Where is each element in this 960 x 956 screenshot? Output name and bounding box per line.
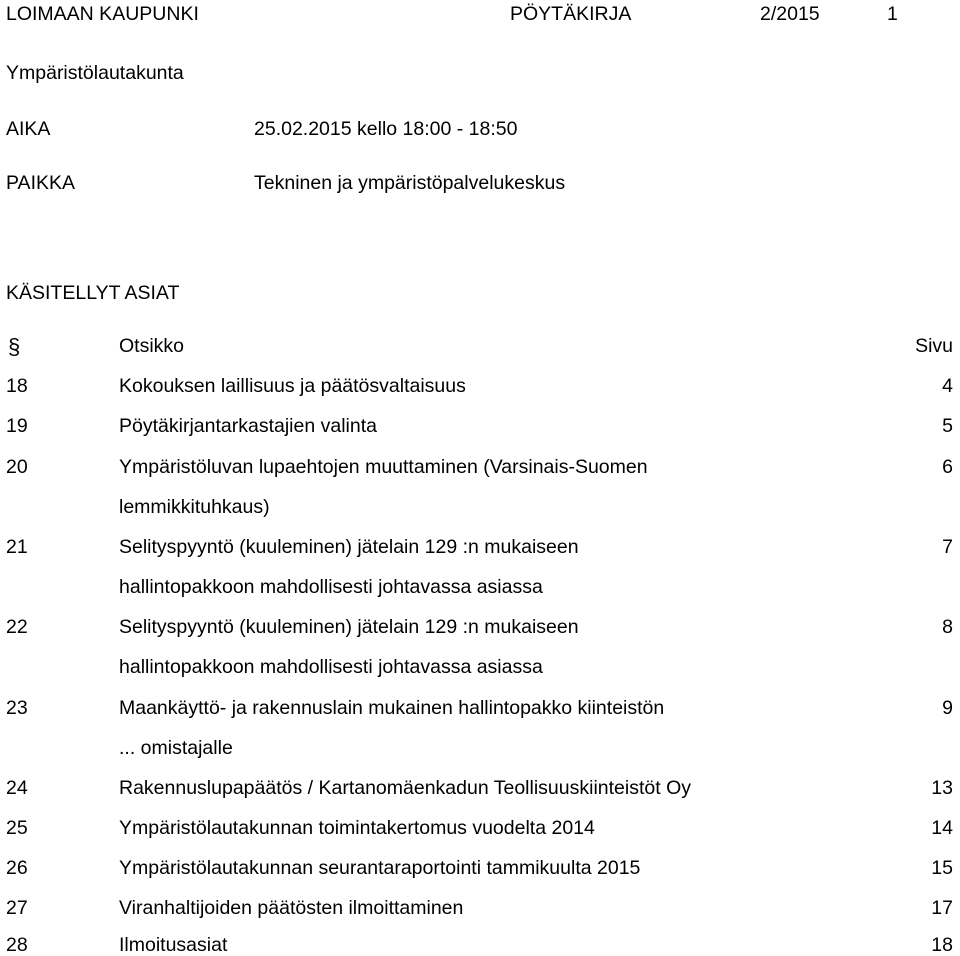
time-label: AIKA [6, 118, 51, 140]
item-number: 27 [6, 897, 28, 919]
committee-name: Ympäristölautakunta [6, 62, 184, 84]
item-title: Selityspyyntö (kuuleminen) jätelain 129 :n mukaiseen [119, 536, 579, 558]
item-number: 19 [6, 415, 28, 437]
column-header-title: Otsikko [119, 335, 185, 357]
item-page: 17 [931, 897, 953, 919]
item-title: Selityspyyntö (kuuleminen) jätelain 129 :n mukaiseen [119, 616, 579, 638]
place-value: Tekninen ja ympäristöpalvelukeskus [254, 172, 566, 194]
item-title-continuation: hallintopakkoon mahdollisesti johtavassa asiassa [119, 576, 543, 598]
item-title: Pöytäkirjantarkastajien valinta [119, 415, 377, 437]
document-type: PÖYTÄKIRJA [510, 3, 632, 25]
item-page: 5 [942, 415, 953, 437]
item-title: Rakennuslupapäätös / Kartanomäenkadun Teollisuuskiinteistöt Oy [119, 777, 691, 799]
item-number: 25 [6, 817, 28, 839]
agenda-heading: KÄSITELLYT ASIAT [6, 282, 180, 304]
item-number: 23 [6, 697, 28, 719]
item-number: 22 [6, 616, 28, 638]
item-number: 26 [6, 857, 28, 879]
time-value: 25.02.2015 kello 18:00 - 18:50 [254, 118, 518, 140]
item-title-continuation: ... omistajalle [119, 737, 233, 759]
item-title: Ympäristölautakunnan seurantaraportointi tammikuulta 2015 [119, 857, 641, 879]
item-number: 18 [6, 375, 28, 397]
column-header-page: Sivu [915, 335, 953, 357]
item-number: 20 [6, 456, 28, 478]
item-page: 9 [942, 697, 953, 719]
item-title: Maankäyttö- ja rakennuslain mukainen hallintopakko kiinteistön [119, 697, 665, 719]
item-page: 6 [942, 456, 953, 478]
item-page: 13 [931, 777, 953, 799]
item-page: 8 [942, 616, 953, 638]
item-title: Kokouksen laillisuus ja päätösvaltaisuus [119, 375, 466, 397]
page-number: 1 [887, 3, 898, 25]
section-symbol: § [8, 334, 21, 359]
item-page: 14 [931, 817, 953, 839]
item-number: 24 [6, 777, 28, 799]
item-page: 18 [931, 934, 953, 956]
item-title-continuation: hallintopakkoon mahdollisesti johtavassa asiassa [119, 656, 543, 678]
place-label: PAIKKA [6, 172, 76, 194]
item-title: Ilmoitusasiat [119, 934, 228, 956]
document-number: 2/2015 [760, 3, 820, 25]
item-number: 21 [6, 536, 28, 558]
item-title: Ympäristöluvan lupaehtojen muuttaminen (Varsinais-Suomen [119, 456, 648, 478]
item-title: Ympäristölautakunnan toimintakertomus vuodelta 2014 [119, 817, 595, 839]
item-number: 28 [6, 934, 28, 956]
item-title-continuation: lemmikkituhkaus) [119, 496, 270, 518]
item-page: 4 [942, 375, 953, 397]
city-name: LOIMAAN KAUPUNKI [6, 3, 199, 25]
item-page: 15 [931, 857, 953, 879]
item-page: 7 [942, 536, 953, 558]
item-title: Viranhaltijoiden päätösten ilmoittaminen [119, 897, 464, 919]
